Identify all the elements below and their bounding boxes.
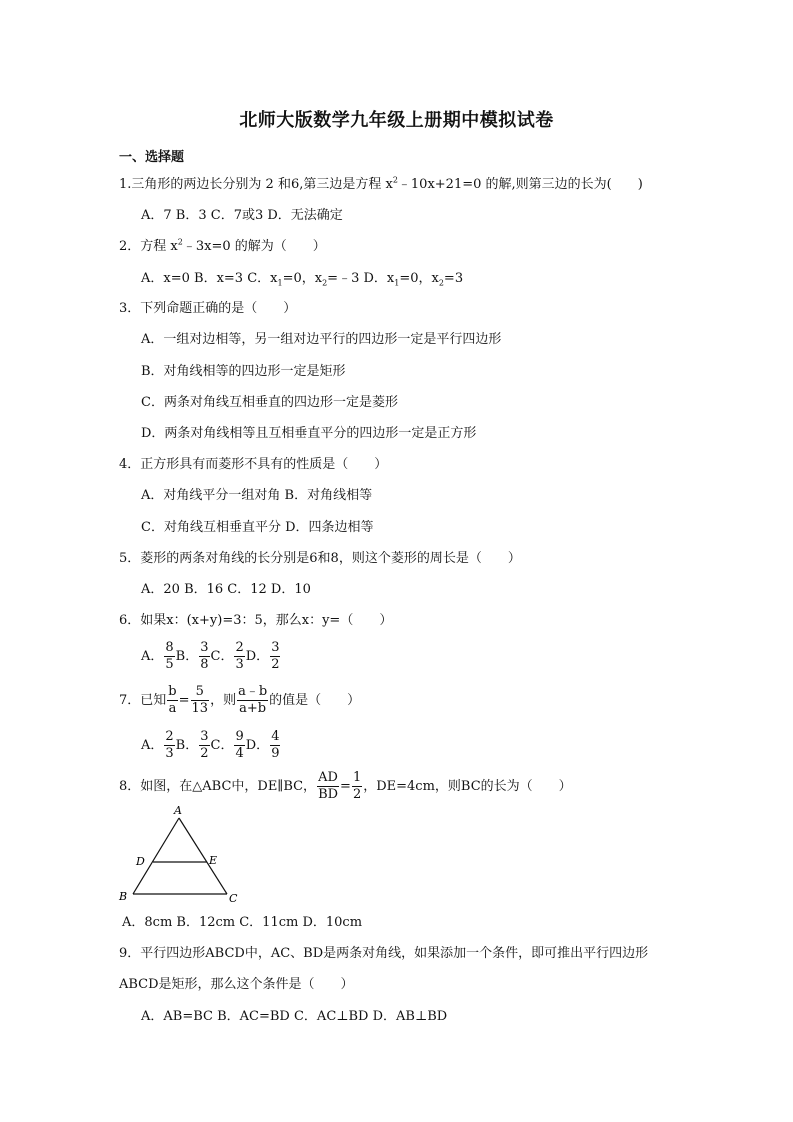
question-9-stem-line-2: ABCD是矩形，那么这个条件是（ ）	[119, 977, 354, 992]
question-9-options: A．AB=BC B．AC=BD C．AC⊥BD D．AB⊥BD	[141, 1009, 448, 1024]
question-4-stem: 4．正方形具有而菱形不具有的性质是（ ）	[119, 457, 388, 472]
question-3-option-b: B．对角线相等的四边形一定是矩形	[141, 364, 346, 379]
fraction: $\frac{a﹣b}{a+b}$	[238, 684, 268, 716]
question-3-option-a: A．一组对边相等，另一组对边平行的四边形一定是平行四边形	[141, 332, 502, 347]
label-e: E	[209, 854, 218, 867]
page-title: 北师大版数学九年级上册期中模拟试卷	[239, 110, 554, 131]
question-8-stem: 8．如图，在△ABC中，DE∥BC， $\frac{AD}{BD}$ = $\frac{1}{2}$ ，DE=4cm，则BC的长为（ ）	[119, 770, 572, 802]
question-8-options: A．8cm B．12cm C．11cm D．10cm	[122, 915, 363, 930]
fraction: $\frac{AD}{BD}$	[318, 770, 339, 802]
fraction: $\frac{9}{4}$	[235, 729, 244, 761]
fraction: $\frac{8}{5}$	[165, 640, 174, 672]
question-9-stem-line-1: 9．平行四边形ABCD中，AC、BD是两条对角线，如果添加一个条件，即可推出平行四边形	[119, 946, 649, 961]
question-5-options: A．20 B．16 C．12 D．10	[141, 582, 311, 597]
triangle-figure	[115, 802, 245, 904]
fraction: $\frac{5}{13}$	[191, 684, 209, 716]
question-3-stem: 3．下列命题正确的是（ ）	[119, 301, 297, 316]
fraction: $\frac{3}{2}$	[271, 640, 280, 672]
question-7-stem: 7．已知 $\frac{b}{a}$ = $\frac{5}{13}$ ，则 $\frac{a﹣b}{a+b}$ 的值是（ ）	[119, 684, 361, 716]
fraction: $\frac{1}{2}$	[352, 770, 362, 802]
question-1-options: A．7 B．3 C．7或3 D．无法确定	[141, 208, 343, 223]
question-6-stem: 6．如果x：(x+y)=3：5，那么x：y=（ ）	[119, 613, 393, 628]
question-1-stem: 1.三角形的两边长分别为 2 和6,第三边是方程 $x^2﹣10x+21=0$ 的解,则第三边的长为( )	[119, 175, 643, 192]
fraction: $\frac{3}{8}$	[200, 640, 209, 672]
side-ac	[179, 818, 227, 894]
question-5-stem: 5．菱形的两条对角线的长分别是6和8，则这个菱形的周长是（ ）	[119, 551, 521, 566]
label-b: B	[119, 890, 128, 903]
section-heading: 一、选择题	[119, 150, 185, 165]
question-2-options: A．x=0 B．x=3 C．$x_1=0$，$x_2=﹣3$ D．$x_1=0$，$x_2=3$	[141, 271, 464, 288]
question-4-options-cd: C．对角线互相垂直平分 D．四条边相等	[141, 520, 374, 535]
label-d: D	[136, 855, 145, 868]
label-a: A	[174, 804, 182, 817]
fraction: $\frac{2}{3}$	[235, 640, 244, 672]
fraction: $\frac{3}{2}$	[200, 729, 209, 761]
label-c: C	[229, 892, 238, 904]
question-4-options-ab: A．对角线平分一组对角 B．对角线相等	[141, 488, 373, 503]
fraction: $\frac{2}{3}$	[165, 729, 174, 761]
question-3-option-d: D．两条对角线相等且互相垂直平分的四边形一定是正方形	[141, 426, 477, 441]
question-3-option-c: C．两条对角线互相垂直的四边形一定是菱形	[141, 395, 398, 410]
question-7-options: A． $\frac{2}{3}$ B． $\frac{3}{2}$ C． $\frac{9}{4}$ D． $\frac{4}{9}$	[141, 729, 280, 761]
question-6-options: A． $\frac{8}{5}$ B． $\frac{3}{8}$ C． $\frac{2}{3}$ D． $\frac{3}{2}$	[141, 640, 280, 672]
question-2-stem: 2．方程 $x^2﹣3x=0$ 的解为（ ）	[119, 237, 326, 254]
fraction: $\frac{b}{a}$	[168, 684, 177, 716]
fraction: $\frac{4}{9}$	[271, 729, 280, 761]
